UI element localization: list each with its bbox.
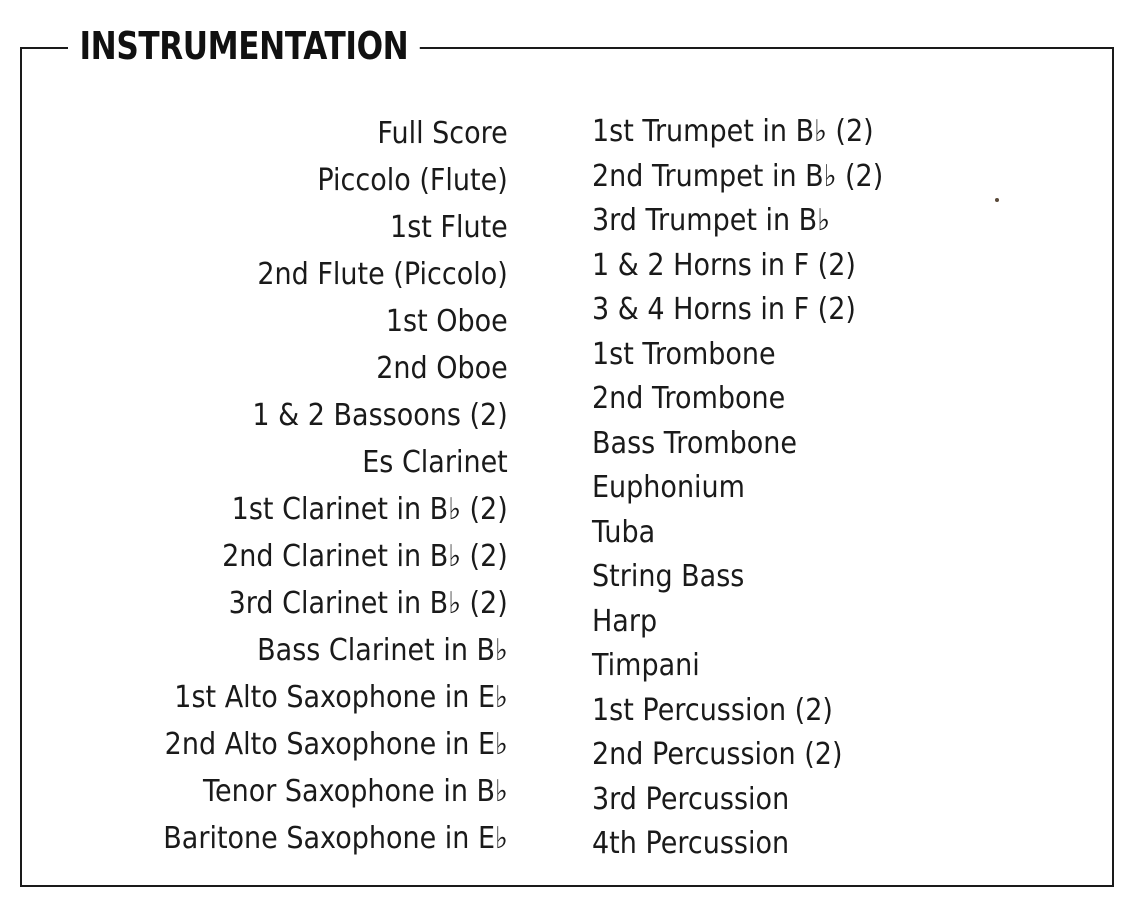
list-item: 1st Clarinet in B♭ (2) (231, 492, 508, 527)
instrument-list-left (125, 110, 508, 862)
list-item: 4th Percussion (592, 826, 790, 861)
list-item: 2nd Oboe (376, 351, 508, 386)
list-item: 2nd Trombone (592, 381, 786, 416)
list-item: 3rd Trumpet in B♭ (592, 203, 830, 238)
list-item: Piccolo (Flute) (317, 163, 508, 198)
list-item: Baritone Saxophone in E♭ (163, 821, 508, 856)
list-item: 2nd Trumpet in B♭ (2) (592, 158, 884, 194)
instrument-list-right (592, 110, 916, 867)
list-item: Bass Clarinet in B♭ (257, 633, 508, 668)
list-item: 1st Alto Saxophone in E♭ (174, 680, 509, 715)
list-item: 2nd Percussion (2) (592, 737, 843, 772)
list-item: 1 & 2 Horns in F (2) (592, 247, 856, 283)
list-item: 3rd Clarinet in B♭ (2) (228, 586, 508, 621)
list-item: Bass Trombone (592, 425, 798, 461)
list-item: 1st Oboe (386, 304, 508, 339)
list-item: 1st Flute (390, 210, 508, 245)
list-item: 3 & 4 Horns in F (2) (592, 292, 856, 327)
list-item: 1st Trombone (592, 336, 776, 372)
list-item: 1 & 2 Bassoons (2) (252, 398, 508, 433)
list-item: Es Clarinet (362, 445, 508, 480)
list-item: 1st Percussion (2) (592, 692, 833, 728)
list-item: Euphonium (592, 470, 745, 505)
list-item: Tenor Saxophone in B♭ (203, 774, 508, 809)
list-item: Full Score (377, 116, 508, 151)
list-item: Harp (592, 603, 658, 639)
list-item: 1st Trumpet in B♭ (2) (592, 114, 874, 149)
list-item: Tuba (592, 514, 656, 550)
list-item: 2nd Clarinet in B♭ (2) (222, 539, 508, 574)
scan-speck (995, 198, 999, 202)
list-item: String Bass (592, 559, 745, 594)
page-title: INSTRUMENTATION (68, 18, 420, 74)
list-item: 2nd Flute (Piccolo) (257, 257, 508, 292)
list-item: 3rd Percussion (592, 781, 790, 817)
list-item: 2nd Alto Saxophone in E♭ (164, 727, 508, 762)
list-item: Timpani (592, 648, 700, 683)
